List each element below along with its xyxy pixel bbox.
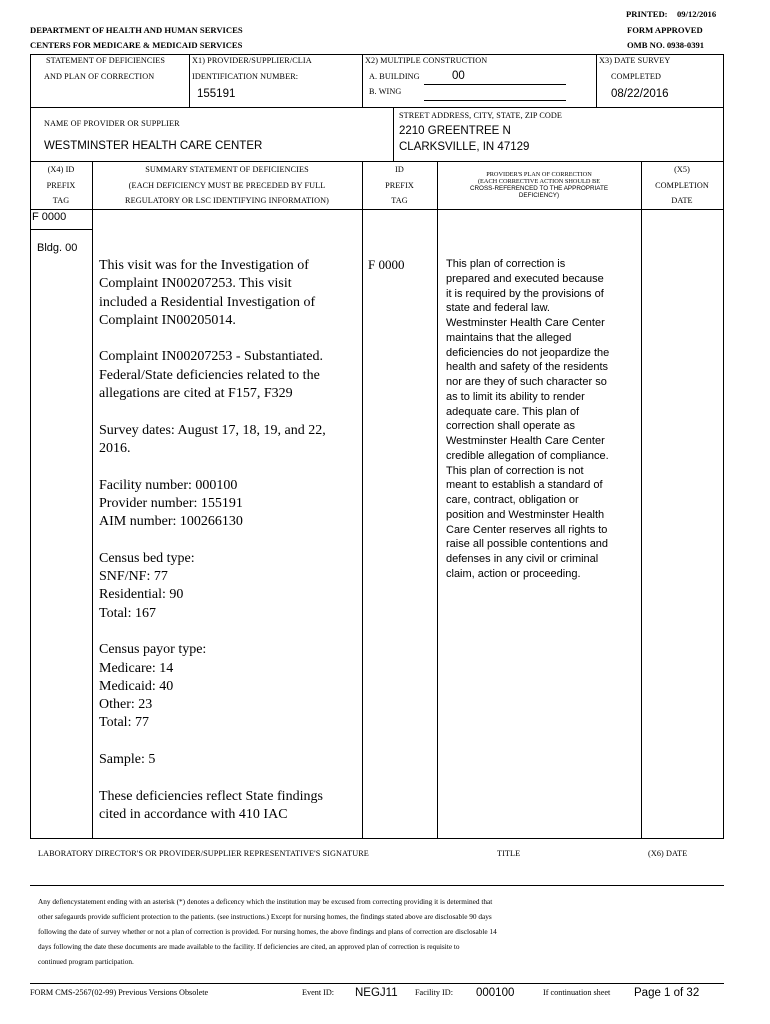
x4-tag-label: TAG [52, 196, 70, 205]
omb-number: OMB NO. 0938-0391 [627, 40, 705, 50]
completed-label: COMPLETED [611, 72, 662, 81]
building-tag: Bldg. 00 [37, 242, 78, 254]
printed-label: PRINTED: [626, 9, 668, 19]
facility-id-value: 000100 [476, 987, 515, 999]
address-label: STREET ADDRESS, CITY, STATE, ZIP CODE [399, 111, 563, 120]
provider-clia-label: X1) PROVIDER/SUPPLIER/CLIA [192, 56, 312, 65]
signature-label: LABORATORY DIRECTOR'S OR PROVIDER/SUPPLIER REPRESENTATIVE'S SIGNATURE [38, 849, 369, 858]
date-survey-value: 08/22/2016 [611, 88, 669, 100]
grid-line [437, 161, 438, 838]
disclaimer-line: other safegaurds provide sufficient protection to the patients. (see instructions.) Except for nursing homes, the findings stated above are disclosable 90 days [38, 912, 492, 922]
summary-paragraph: Sample: 5 [99, 752, 156, 768]
grid-line [362, 161, 363, 838]
disclaimer-line: following the date of survey whether or not a plan of correction is provided. For nursing homes, the above findings and plans of correction are disclosable 14 [38, 927, 497, 937]
disclaimer-line: days following the date these documents are made available to the facility. If deficiencies are cited, an approved plan of correction is requisite to [38, 942, 460, 952]
provider-name-label: NAME OF PROVIDER OR SUPPLIER [44, 119, 180, 128]
printed-date: 09/12/2016 [677, 9, 717, 19]
summary-heading: SUMMARY STATEMENT OF DEFICIENCIES [145, 165, 309, 174]
plan-of-correction-label: AND PLAN OF CORRECTION [44, 72, 155, 81]
grid-line [30, 209, 724, 210]
event-id-value: NEGJ11 [355, 987, 398, 999]
summary-statement [99, 257, 361, 843]
plan-heading-line2: (EACH CORRECTIVE ACTION SHOULD BE [477, 178, 601, 185]
grid-line [92, 161, 93, 838]
summary-subheading-1: (EACH DEFICIENCY MUST BE PRECEDED BY FULL [128, 181, 326, 190]
date-label: DATE [671, 196, 693, 205]
grid-line [362, 54, 363, 107]
summary-paragraph: Complaint IN00207253 - Substantiated. Federal/State deficiencies related to the allegations are cited at F157, F329 [99, 349, 323, 402]
plan-heading-line3: CROSS-REFERENCED TO THE APPROPRIATE [469, 185, 609, 192]
wing-underline [424, 100, 566, 101]
address-line2: CLARKSVILLE, IN 47129 [399, 141, 530, 153]
x4-id-label: (X4) ID [47, 165, 75, 174]
id-label: ID [395, 165, 404, 174]
building-value: 00 [452, 70, 465, 82]
centers-title: CENTERS FOR MEDICARE & MEDICAID SERVICES [30, 40, 243, 50]
grid-line [641, 161, 642, 838]
multiple-construction-label: X2) MULTIPLE CONSTRUCTION [365, 56, 488, 65]
disclaimer [38, 894, 718, 969]
department-title: DEPARTMENT OF HEALTH AND HUMAN SERVICES [30, 25, 243, 35]
x5-label: (X5) [674, 165, 690, 174]
form-approved: FORM APPROVED [627, 25, 703, 35]
grid-line [30, 161, 724, 162]
plan-heading-line4: DEFICIENCY) [518, 192, 560, 199]
building-label: A. BUILDING [369, 72, 420, 81]
x4-prefix-label: PREFIX [46, 181, 76, 190]
tag-label: TAG [391, 196, 408, 205]
continuation-label: If continuation sheet [543, 988, 611, 997]
grid-line [393, 107, 394, 161]
left-prefix-tag: F 0000 [32, 211, 67, 223]
building-underline [424, 84, 566, 85]
grid-line [30, 54, 724, 55]
grid-line [189, 54, 190, 107]
summary-paragraph: These deficiencies reflect State findings cited in accordance with 410 IAC [99, 788, 323, 822]
statement-label: STATEMENT OF DEFICIENCIES [46, 56, 166, 65]
plan-of-correction-text: This plan of correction is prepared and executed because it is required by the provisions of state and federal law. Westminster Health Care Center maintains that the alleged deficiencies do not jeopardize the health and safety of the residents nor are they of such character so as to limit its ability to render adequate care. This plan of correction shall operate as Westminster Health Care Center credible allegation of compliance. This plan of correction is not meant to establish a standard of care, contract, obligation or position and Westminster Health Care Center reserves all rights to raise all possible contentions and defenses in any civil or criminal claim, action or proceeding. [446, 258, 610, 580]
summary-paragraph: Facility number: 000100 Provider number: 155191 AIM number: 100266130 [99, 477, 243, 530]
provider-name-value: WESTMINSTER HEALTH CARE CENTER [44, 140, 263, 152]
plan-heading-line1: PROVIDER'S PLAN OF CORRECTION [486, 171, 592, 178]
right-prefix-tag: F 0000 [368, 257, 405, 272]
facility-id-label: Facility ID: [415, 988, 453, 997]
wing-label: B. WING [369, 87, 402, 96]
completion-label: COMPLETION [655, 181, 709, 190]
summary-subheading-2: REGULATORY OR LSC IDENTIFYING INFORMATION) [125, 196, 329, 205]
summary-paragraph: Survey dates: August 17, 18, 19, and 22, 2016. [99, 422, 326, 456]
x6-date-label: (X6) DATE [648, 849, 688, 858]
grid-line [30, 885, 724, 886]
address-line1: 2210 GREENTREE N [399, 125, 511, 137]
title-label: TITLE [497, 849, 521, 858]
prefix-label: PREFIX [385, 181, 414, 190]
grid-line [596, 54, 597, 107]
summary-paragraph: Census payor type: Medicare: 14 Medicaid: 40 Other: 23 Total: 77 [99, 642, 207, 731]
disclaimer-line: Any defiencystatement ending with an asterisk (*) denotes a deficency which the institution may be excused from correcting providing it is determined that [38, 897, 493, 906]
disclaimer-line: continued program participation. [38, 957, 134, 967]
summary-paragraph: This visit was for the Investigation of Complaint IN00207253. This visit included a Residential Investigation of Complaint IN00205014. [99, 258, 316, 328]
form-number: FORM CMS-2567(02-99) Previous Versions Obsolete [30, 988, 209, 997]
page-number: Page 1 of 32 [634, 987, 700, 999]
grid-line [723, 54, 724, 838]
event-id-label: Event ID: [302, 988, 335, 997]
provider-id-value: 155191 [197, 88, 236, 100]
date-survey-label: X3) DATE SURVEY [599, 56, 671, 65]
tag-underline [30, 229, 92, 230]
grid-line [30, 107, 724, 108]
grid-line [30, 983, 724, 984]
summary-paragraph: Census bed type: SNF/NF: 77 Residential: 90 Total: 167 [99, 550, 195, 621]
plan-heading [437, 171, 641, 199]
identification-number-label: IDENTIFICATION NUMBER: [192, 72, 299, 81]
